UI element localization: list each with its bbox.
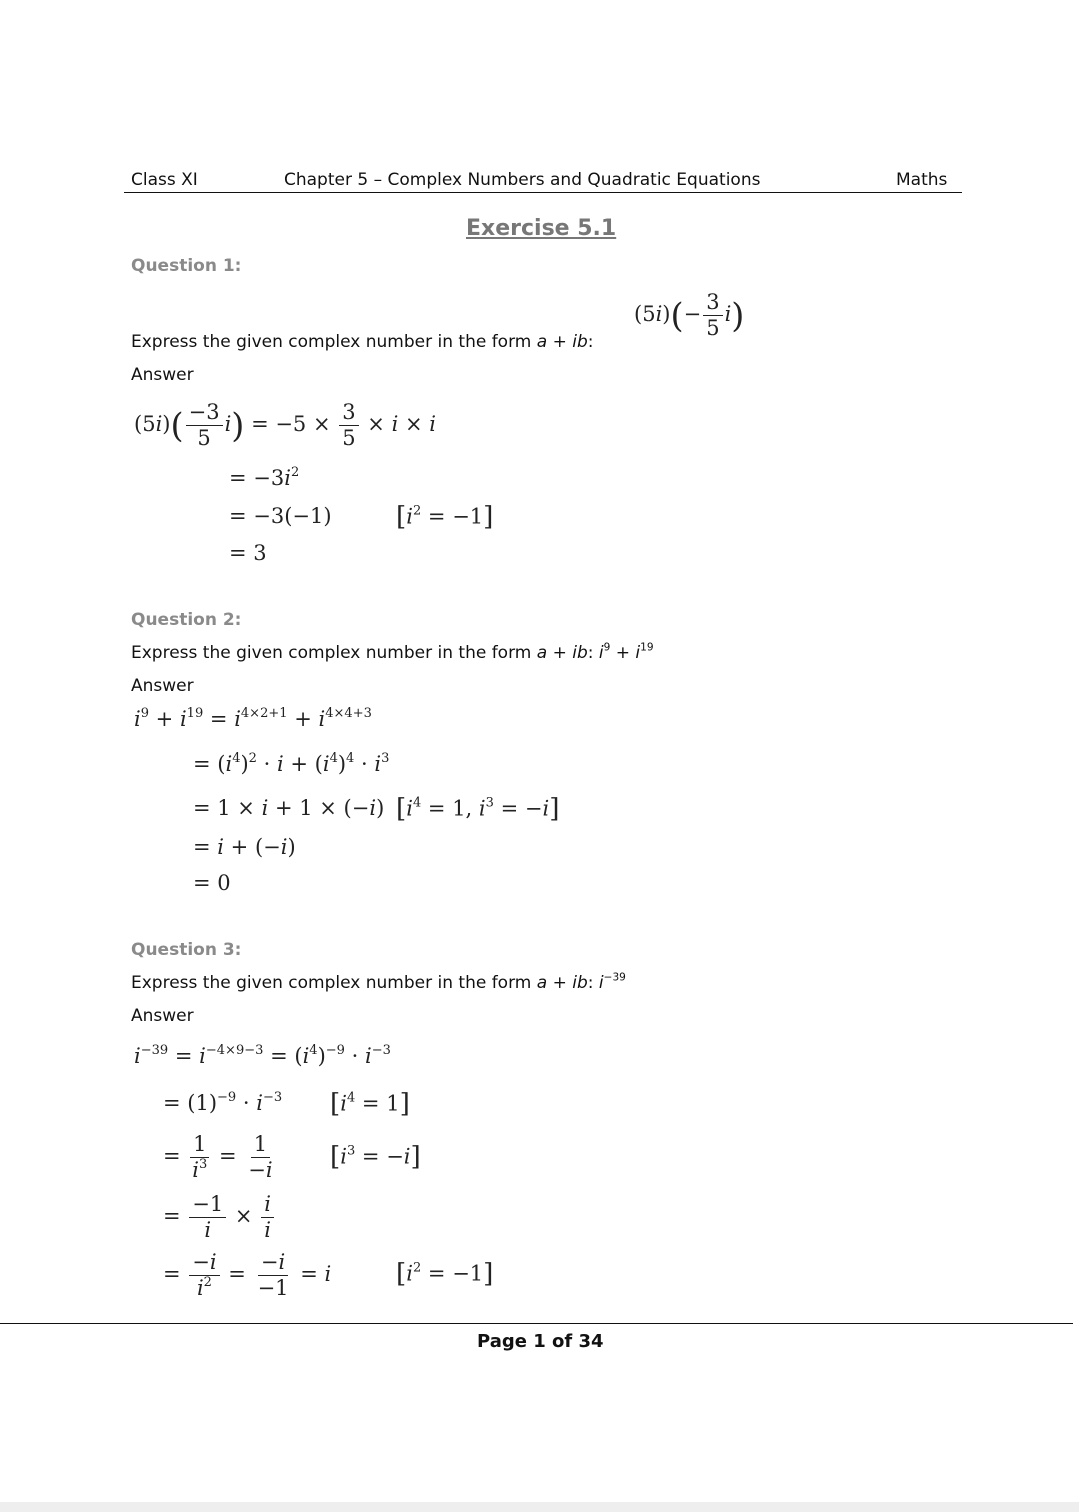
- subject-label: Maths: [896, 170, 948, 190]
- q2-step-3: = 1 × i + 1 × (−i): [193, 796, 385, 820]
- q3-note-2: $[i^3 = -i]$: [330, 1142, 421, 1172]
- question-1-heading: Question 1:: [131, 256, 242, 276]
- q1-step-4: = 3: [229, 541, 267, 565]
- q3-note-1: $[i^4 = 1]$: [330, 1089, 410, 1119]
- q3-step-5: = $\frac{-i}{i^2}$ = $\frac{-i}{-1}$ = i: [163, 1250, 332, 1300]
- q1-step-2: = $-3i^2$: [229, 464, 300, 490]
- question-1-answer-label: Answer: [131, 365, 194, 385]
- exercise-title: Exercise 5.1: [466, 216, 617, 241]
- q1-step-1: (5i)( $\frac{-3}{5}$ i) = −5 × $\frac{3}{5}$ × i × i: [134, 400, 436, 450]
- q1-step-3: = −3(−1): [229, 504, 332, 528]
- footer-rule: [0, 1323, 1073, 1324]
- header-rule: [124, 192, 962, 193]
- question-3-prompt: Express the given complex number in the form a + ib: $i^{-39}$: [131, 971, 626, 993]
- question-1-prompt: Express the given complex number in the form a + ib:: [131, 332, 594, 352]
- page-number: Page 1 of 34: [477, 1331, 604, 1352]
- question-3-heading: Question 3:: [131, 940, 242, 960]
- question-1-expression: (5i)(− $\frac{3}{5}$ i): [634, 290, 745, 340]
- q1-note-1: $[i^2 = -1]$: [396, 502, 494, 532]
- q2-step-1: $i^9 + i^{19} = i^{4\times 2+1} + i^{4\times 4+3}$: [134, 705, 372, 731]
- class-label: Class XI: [131, 170, 198, 190]
- question-2-heading: Question 2:: [131, 610, 242, 630]
- q3-step-1: $i^{-39} = i^{-4\times 9-3} = (i^4)^{-9} \cdot i^{-3}$: [134, 1042, 391, 1068]
- q3-step-2: = $(1)^{-9} \cdot i^{-3}$: [163, 1089, 283, 1115]
- question-2-prompt: Express the given complex number in the form a + ib: $i^9 + i^{19}$: [131, 641, 654, 663]
- q2-step-5: = 0: [193, 871, 231, 895]
- q2-step-4: = i + (−i): [193, 835, 296, 859]
- q2-note-1: [$i^4 = 1$, $i^3 = -i$]: [396, 794, 560, 824]
- chapter-label: Chapter 5 – Complex Numbers and Quadratic Equations: [284, 170, 761, 190]
- viewer-bottom-bar: [0, 1502, 1079, 1512]
- question-3-answer-label: Answer: [131, 1006, 194, 1026]
- q3-note-3: $[i^2 = -1]$: [396, 1259, 494, 1289]
- q3-step-4: = $\frac{-1}{i}$ × $\frac{i}{i}$: [163, 1194, 276, 1241]
- question-2-answer-label: Answer: [131, 676, 194, 696]
- q2-step-2: = $(i^4)^2 \cdot i + (i^4)^4 \cdot i^3$: [193, 750, 390, 776]
- q3-step-3: = $\frac{1}{i^3}$ = $\frac{1}{-i}$: [163, 1132, 273, 1182]
